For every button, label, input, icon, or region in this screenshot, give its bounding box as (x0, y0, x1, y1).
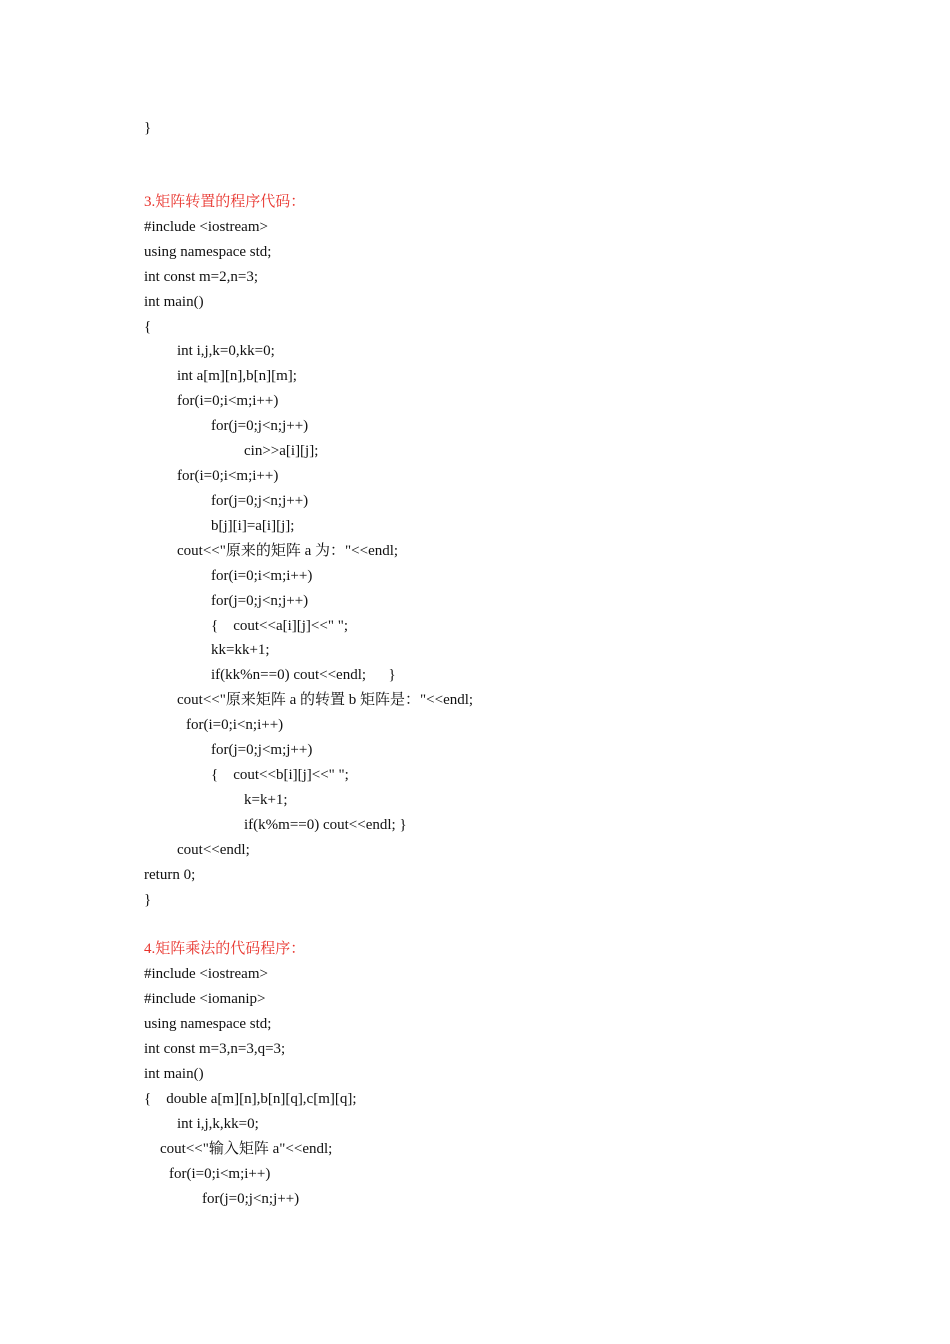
code-line: int const m=3,n=3,q=3; (144, 1041, 286, 1057)
code-line: #include <iostream> (144, 966, 268, 982)
code-line: { (144, 319, 152, 335)
code-line: for(j=0;j<n;j++) (211, 493, 309, 509)
code-line: k=k+1; (244, 792, 288, 808)
code-line: int const m=2,n=3; (144, 269, 259, 285)
code-line: if(k%m==0) cout<<endl; } (244, 817, 407, 833)
code-line: { cout<<b[i][j]<<" "; (211, 767, 349, 783)
code-line: int a[m][n],b[n][m]; (177, 368, 297, 384)
code-line: cout<<"原来矩阵 a 的转置 b 矩阵是："<<endl; (177, 692, 474, 708)
code-line: b[j][i]=a[i][j]; (211, 518, 295, 534)
code-line: return 0; (144, 867, 196, 883)
code-line: for(j=0;j<n;j++) (211, 593, 309, 609)
code-line: int main() (144, 1066, 204, 1082)
code-line: int main() (144, 294, 204, 310)
code-line: kk=kk+1; (211, 642, 270, 658)
code-line: if(kk%n==0) cout<<endl; } (211, 667, 396, 683)
code-line: int i,j,k=0,kk=0; (177, 343, 275, 359)
code-line: #include <iostream> (144, 219, 268, 235)
section-heading: 3.矩阵转置的程序代码： (144, 194, 306, 210)
code-line: } (144, 892, 152, 908)
code-line: { double a[m][n],b[n][q],c[m][q]; (144, 1091, 357, 1107)
code-line: cout<<"原来的矩阵 a 为："<<endl; (177, 543, 399, 559)
code-line: for(i=0;i<m;i++) (177, 468, 279, 484)
code-line: for(j=0;j<n;j++) (202, 1191, 300, 1207)
code-line: cin>>a[i][j]; (244, 443, 319, 459)
code-line: cout<<"输入矩阵 a"<<endl; (160, 1141, 333, 1157)
code-line: { cout<<a[i][j]<<" "; (211, 618, 348, 634)
code-line: for(i=0;i<m;i++) (177, 393, 279, 409)
code-line: cout<<endl; (177, 842, 250, 858)
code-line: for(i=0;i<m;i++) (169, 1166, 271, 1182)
code-line: for(i=0;i<n;i++) (186, 717, 284, 733)
code-line: for(i=0;i<m;i++) (211, 568, 313, 584)
code-line: #include <iomanip> (144, 991, 266, 1007)
code-line: using namespace std; (144, 244, 272, 260)
code-line: } (144, 120, 152, 136)
code-line: using namespace std; (144, 1016, 272, 1032)
code-line: for(j=0;j<n;j++) (211, 418, 309, 434)
code-line: for(j=0;j<m;j++) (211, 742, 313, 758)
section-heading: 4.矩阵乘法的代码程序： (144, 941, 306, 957)
code-line: int i,j,k,kk=0; (177, 1116, 259, 1132)
